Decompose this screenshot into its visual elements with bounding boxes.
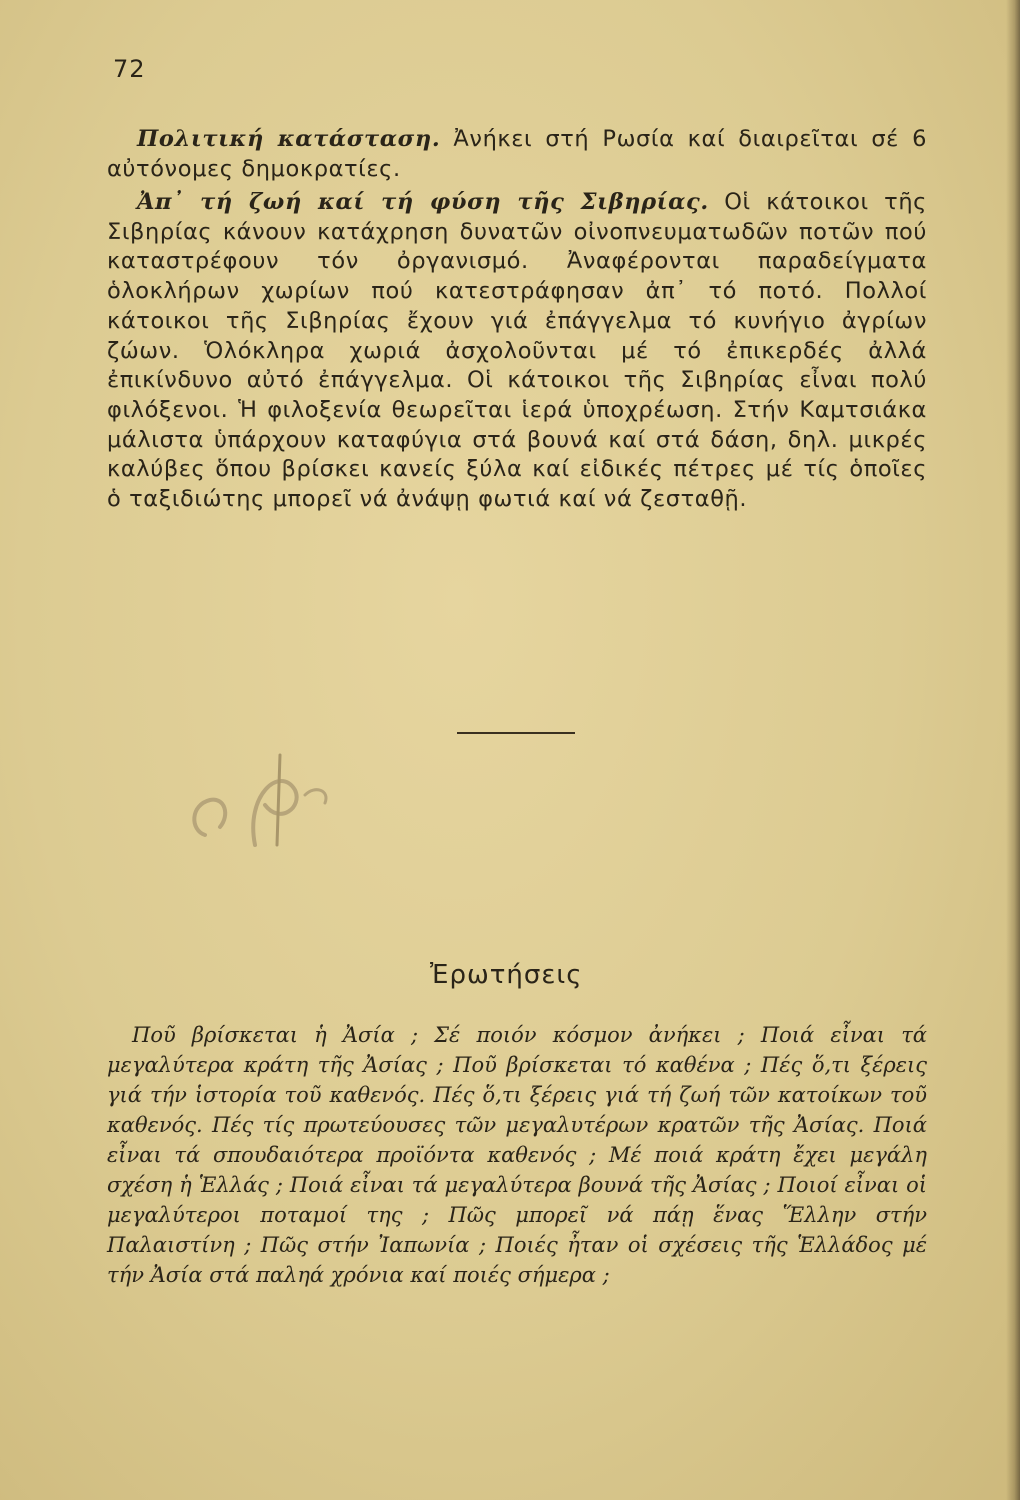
political-situation-paragraph bbox=[107, 125, 927, 184]
life-nature-section bbox=[107, 188, 927, 515]
questions-paragraph: Ποῦ βρίσκεται ἡ Ἀσία ; Σέ ποιόν κόσμον ἀνήκει ; Ποιά εἶναι τά μεγαλύτερα κράτη τῆς Ἀσίας ; Ποῦ βρίσκεται τό καθένα ; Πές ὅ,τι ξέρεις γιά τήν ἱστορία τοῦ καθενός. Πές ὅ,τι ξέρεις γιά τή ζωή τῶν κατοίκων τοῦ καθενός. Πές τίς πρωτεύουσες τῶν μεγαλυτέρων κρατῶν τῆς Ἀσίας. Ποιά εἶναι τά σπουδαιότερα προϊόντα καθενός ; Μέ ποιά κράτη ἔχει μεγάλη σχέση ἡ Ἑλλάς ; Ποιά εἶναι τά μεγαλύτερα βουνά τῆς Ἀσίας ; Ποιοί εἶναι οἱ μεγαλύτεροι ποταμοί της ; Πῶς μπορεῖ νά πάῃ ἕνας Ἕλλην στήν Παλαιστίνη ; Πῶς στήν Ἰαπωνία ; Ποιές ἦταν οἱ σχέσεις τῆς Ἑλλάδος μέ τήν Ἀσία στά παληά χρόνια καί ποιές σήμερα ; bbox=[107, 1023, 927, 1287]
life-nature-heading: Ἀπ᾽ τή ζωή καί τή φύση τῆς Σιβηρίας. bbox=[137, 189, 709, 215]
political-situation-heading: Πολιτική κατάσταση. bbox=[137, 126, 441, 152]
page-number: 72 bbox=[113, 55, 146, 83]
political-situation-section bbox=[107, 125, 927, 184]
questions-section bbox=[107, 1020, 927, 1290]
questions-title: Ἐρωτήσεις bbox=[430, 960, 583, 990]
life-nature-text: Οἱ κάτοικοι τῆς Σιβηρίας κάνουν κατάχρηση δυνατῶν οἰνοπνευματωδῶν ποτῶν πού καταστρέφουν τόν ὀργανισμό. Ἀναφέρονται παραδείγματα ὁλοκλήρων χωρίων πού κατεστράφησαν ἀπ᾽ τό ποτό. Πολλοί κάτοικοι τῆς Σιβηρίας ἔχουν γιά ἐπάγγελμα τό κυνήγιο ἀγρίων ζώων. Ὁλόκληρα χωριά ἀσχολοῦνται μέ τό ἐπικερδές ἀλλά ἐπικίνδυνο αὐτό ἐπάγγελμα. Οἱ κάτοικοι τῆς Σιβηρίας εἶναι πολύ φιλόξενοι. Ἡ φιλοξενία θεωρεῖται ἱερά ὑποχρέωση. Στήν Καμτσιάκα μάλιστα ὑπάρχουν καταφύγια στά βουνά καί στά δάση, δηλ. μικρές καλύβες ὅπου βρίσκει κανείς ξύλα καί εἰδικές πέτρες μέ τίς ὁποῖες ὁ ταξιδιώτης μπορεῖ νά ἀνάψῃ φωτιά καί νά ζεσταθῇ. bbox=[107, 189, 927, 513]
life-nature-paragraph bbox=[107, 188, 927, 515]
page-edge-shadow bbox=[1006, 0, 1020, 1500]
handwritten-signature bbox=[185, 735, 335, 850]
political-situation-text: Ἀνήκει στή Ρωσία καί διαιρεῖται σέ 6 αὐτόνομες δημοκρατίες. bbox=[107, 126, 927, 182]
section-divider bbox=[457, 732, 575, 734]
